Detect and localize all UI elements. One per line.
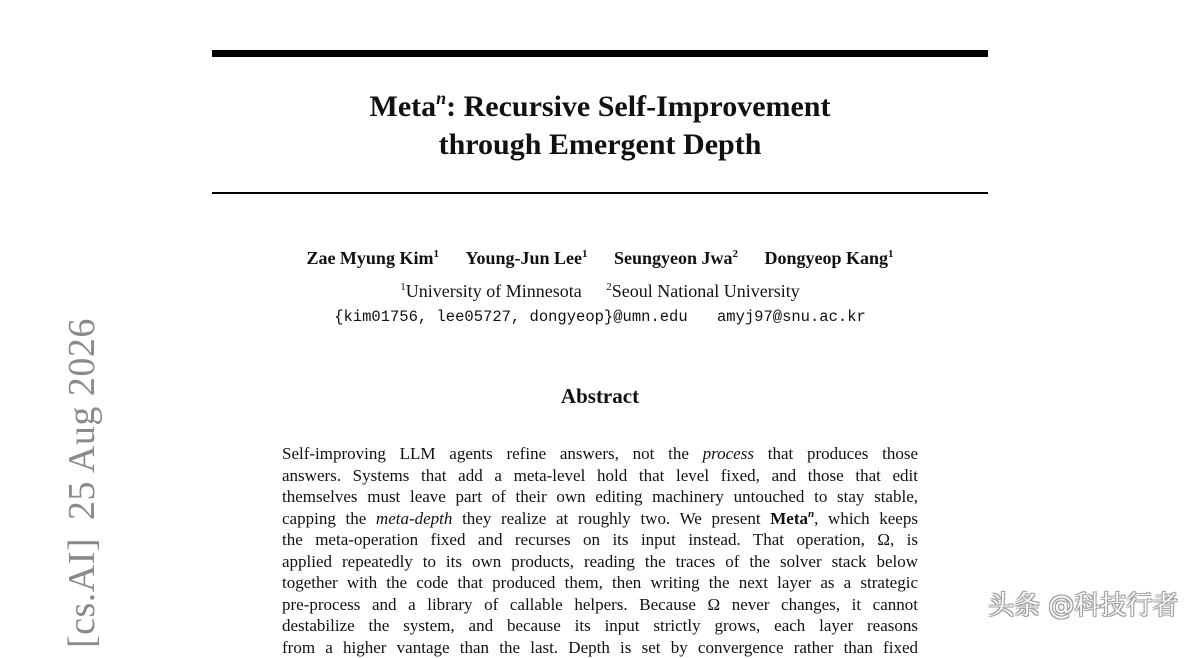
arxiv-date: 25 Aug 2026	[61, 318, 103, 520]
paper-title	[212, 88, 988, 164]
abstract-line: answers. Systems that add a meta-level hold that level fixed, and those that edit	[282, 465, 918, 487]
abstract-text: that produces those	[754, 444, 918, 463]
author	[465, 246, 587, 270]
abstract-line: themselves must leave part of their own editing machinery untouched to stay stable,	[282, 486, 918, 508]
abstract-method-name: Meta	[770, 509, 808, 528]
author-list	[212, 246, 988, 270]
author-name: Young-Jun Lee	[465, 248, 582, 268]
abstract-line: from a higher vantage than the last. Depth is set by convergence rather than fixed	[282, 637, 918, 658]
title-top-rule	[212, 50, 988, 57]
abstract-line: the meta-operation fixed and recurses on its input instead. That operation, Ω, is	[282, 529, 918, 551]
affiliation-mark: 1	[400, 281, 406, 293]
author-name: Zae Myung Kim	[306, 248, 433, 268]
email-address: amyj97@snu.ac.kr	[717, 306, 866, 328]
abstract-method-superscript: n	[808, 508, 814, 520]
abstract-heading: Abstract	[212, 382, 988, 410]
arxiv-category: [cs.AI]	[61, 538, 103, 648]
title-line-1-rest: : Recursive Self-Improvement	[446, 90, 830, 123]
abstract-line	[282, 443, 918, 465]
affiliation-mark: 2	[606, 281, 612, 293]
abstract-text: Self-improving LLM agents refine answers, not the	[282, 444, 703, 463]
abstract-line: pre-process and a library of callable helpers. Because Ω never changes, it cannot	[282, 594, 918, 616]
abstract-body	[282, 443, 918, 658]
abstract-text: capping the	[282, 509, 376, 528]
abstract-line	[282, 508, 918, 530]
title-superscript: n	[436, 88, 446, 108]
author-affiliation-mark: 1	[582, 248, 588, 260]
title-word-meta: Meta	[370, 90, 437, 123]
abstract-line: destabilize the system, and because its input strictly grows, each layer reasons	[282, 615, 918, 637]
affiliation	[400, 279, 581, 303]
abstract-text: they realize at roughly two. We present	[452, 509, 770, 528]
abstract-emphasis: process	[703, 444, 754, 463]
author	[765, 246, 894, 270]
abstract-emphasis: meta-depth	[376, 509, 452, 528]
author-affiliation-mark: 2	[733, 248, 739, 260]
title-bottom-rule	[212, 192, 988, 194]
abstract-text: , which keeps	[814, 509, 918, 528]
watermark: 头条 @科技行者	[988, 590, 1178, 622]
abstract-line: together with the code that produced them, then writing the next layer as a strategic	[282, 572, 918, 594]
affiliation-list	[212, 279, 988, 303]
affiliation-name: University of Minnesota	[406, 281, 582, 301]
title-line-1	[212, 88, 988, 126]
affiliation-name: Seoul National University	[612, 281, 800, 301]
affiliation	[606, 279, 799, 303]
author	[306, 246, 439, 270]
author	[614, 246, 738, 270]
abstract-line: applied repeatedly to its own products, reading the traces of the solver stack below	[282, 551, 918, 573]
author-affiliation-mark: 1	[433, 248, 439, 260]
arxiv-side-stamp	[63, 318, 101, 648]
email-address: {kim01756, lee05727, dongyeop}@umn.edu	[334, 306, 687, 328]
author-name: Dongyeop Kang	[765, 248, 889, 268]
title-line-2: through Emergent Depth	[212, 126, 988, 164]
author-affiliation-mark: 1	[888, 248, 894, 260]
author-name: Seungyeon Jwa	[614, 248, 733, 268]
email-list	[212, 306, 988, 328]
